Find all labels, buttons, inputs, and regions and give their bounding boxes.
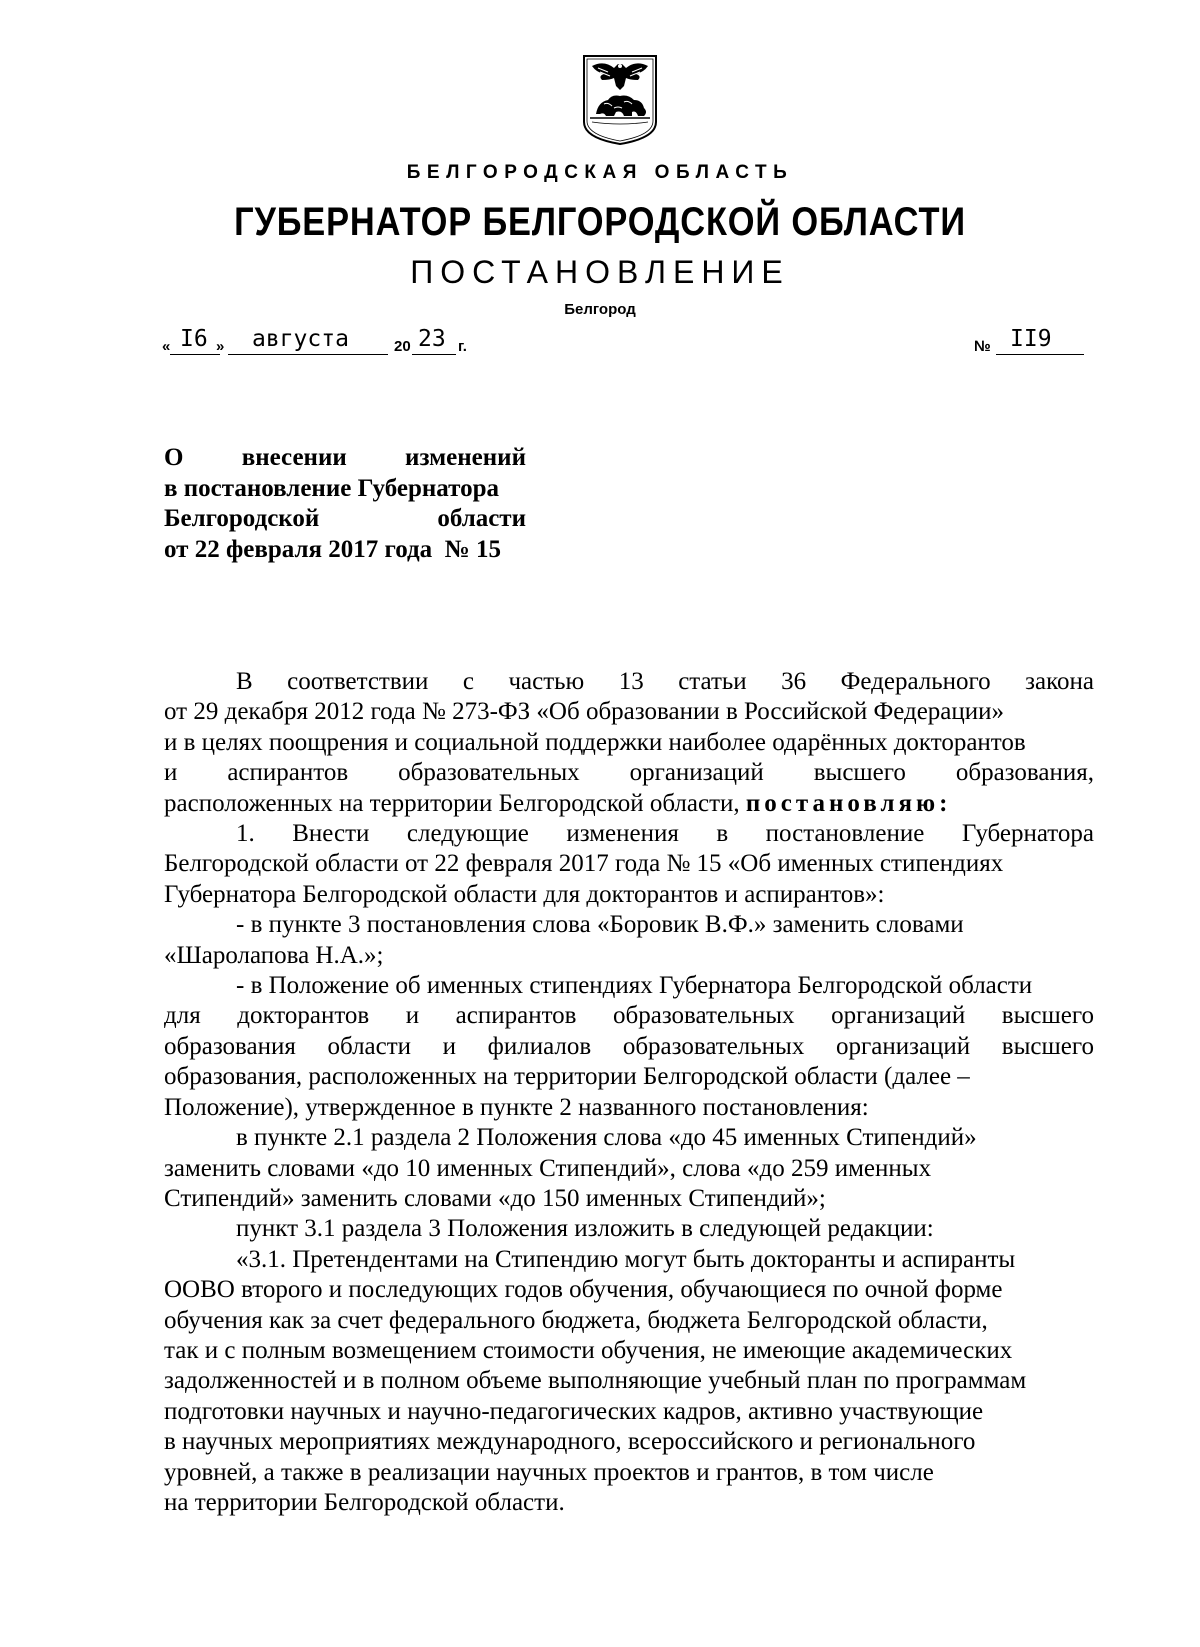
document-type: ПОСТАНОВЛЕНИЕ: [410, 254, 790, 290]
body-line: так и с полным возмещением стоимости обучения, не имеющие академических: [164, 1336, 1013, 1364]
date-month: августа: [252, 326, 349, 352]
body-line: заменить словами «до 10 именных Стипендий», слова «до 259 именных: [164, 1154, 932, 1182]
region-name: БЕЛГОРОДСКАЯ ОБЛАСТЬ: [406, 162, 794, 183]
date-close-quote: »: [216, 338, 225, 355]
subject-line: от 22 февраля 2017 года № 15: [164, 535, 502, 563]
date-open-quote: «: [162, 338, 171, 355]
body-line: образования, расположенных на территории Белгородской области (далее –: [164, 1063, 970, 1091]
city-name: Белгород: [564, 301, 636, 318]
subject-line: Белгородской области: [164, 505, 526, 532]
document-body: [164, 667, 1094, 1518]
issuer-title: ГУБЕРНАТОР БЕЛГОРОДСКОЙ ОБЛАСТИ: [234, 200, 966, 244]
date-year-underline: [412, 354, 456, 355]
body-line: обучения как за счет федерального бюджета, бюджета Белгородской области,: [164, 1306, 988, 1334]
body-line: на территории Белгородской области.: [164, 1488, 565, 1516]
body-line: образования области и филиалов образовательных организаций высшего: [164, 1032, 1094, 1060]
body-line: и в целях поощрения и социальной поддержки наиболее одарённых докторантов: [164, 728, 1026, 756]
body-line: Губернатора Белгородской области для докторантов и аспирантов»:: [164, 880, 885, 908]
number-label: №: [974, 338, 991, 355]
body-line: расположенных на территории Белгородской области, постановляю:: [164, 789, 952, 817]
number-underline: [996, 354, 1084, 355]
date-line: [162, 328, 482, 362]
document-number: [974, 328, 1084, 362]
resolve-word: постановляю:: [745, 789, 952, 817]
body-line: для докторантов и аспирантов образовательных организаций высшего: [164, 1002, 1094, 1030]
date-year-suffix: 23: [418, 326, 446, 352]
number-value: II9: [1010, 326, 1052, 352]
subject-line: О внесении изменений: [164, 444, 526, 471]
body-line: «3.1. Претендентами на Стипендию могут быть докторанты и аспиранты: [236, 1245, 1016, 1273]
body-line: уровней, а также в реализации научных проектов и грантов, в том числе: [164, 1458, 934, 1486]
body-line: задолженностей и в полном объеме выполняющие учебный план по программам: [164, 1367, 1027, 1395]
body-line: Положение), утвержденное в пункте 2 названного постановления:: [164, 1093, 869, 1121]
date-year-mark: г.: [458, 338, 467, 355]
body-line: - в пункте 3 постановления слова «Боровик В.Ф.» заменить словами: [236, 911, 964, 939]
body-line: В соответствии с частью 13 статьи 36 Федерального закона: [236, 668, 1094, 695]
body-line: от 29 декабря 2012 года № 273-ФЗ «Об образовании в Российской Федерации»: [164, 698, 1005, 726]
body-line: Стипендий» заменить словами «до 150 именных Стипендий»;: [164, 1184, 826, 1212]
body-line: «Шаролапова Н.А.»;: [164, 941, 384, 969]
date-day: I6: [180, 326, 208, 352]
date-day-underline: [170, 354, 220, 355]
body-line: и аспирантов образовательных организаций высшего образования,: [164, 759, 1094, 787]
date-month-underline: [228, 354, 388, 355]
date-year-prefix: 20: [394, 338, 411, 355]
body-line: 1. Внести следующие изменения в постановление Губернатора: [236, 820, 1094, 848]
document-subject: [164, 443, 526, 565]
body-line: ООВО второго и последующих годов обучения, обучающиеся по очной форме: [164, 1276, 1003, 1304]
body-line: пункт 3.1 раздела 3 Положения изложить в следующей редакции:: [236, 1215, 934, 1243]
body-line: в пункте 2.1 раздела 2 Положения слова «до 45 именных Стипендий»: [236, 1124, 977, 1152]
body-line: Белгородской области от 22 февраля 2017 года № 15 «Об именных стипендиях: [164, 850, 1004, 878]
body-line: в научных мероприятиях международного, всероссийского и регионального: [164, 1428, 976, 1456]
body-line: подготовки научных и научно-педагогических кадров, активно участвующие: [164, 1397, 984, 1425]
body-line: - в Положение об именных стипендиях Губернатора Белгородской области: [236, 972, 1033, 1000]
coat-of-arms-icon: [578, 52, 662, 146]
subject-line: в постановление Губернатора: [164, 474, 499, 502]
